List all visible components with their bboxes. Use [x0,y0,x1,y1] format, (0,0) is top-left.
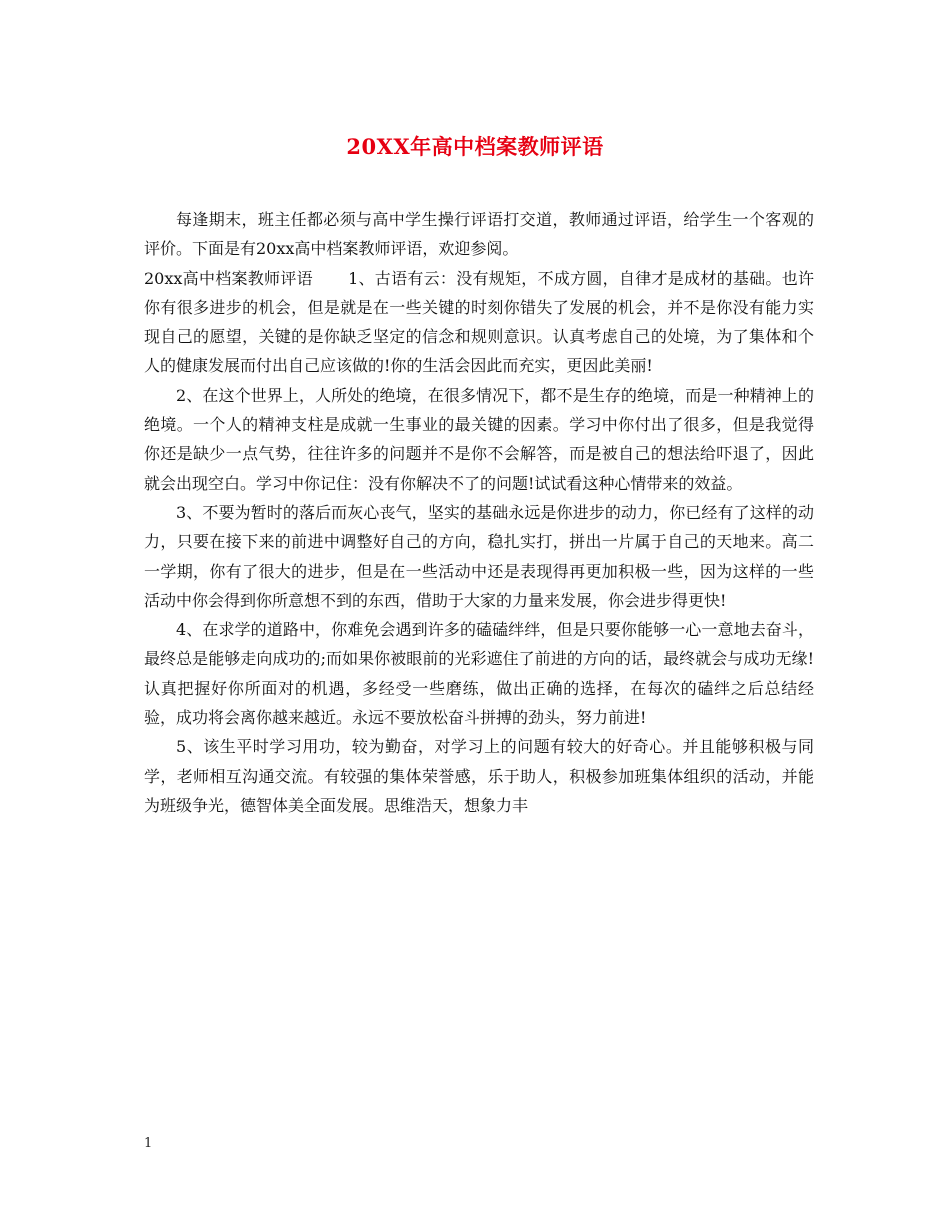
intro-paragraph: 每逢期末，班主任都必须与高中学生操行评语打交道，教师通过评语，给学生一个客观的评价。下面是有20xx高中档案教师评语，欢迎参阅。 [144,210,814,259]
first-item-paragraph [144,264,814,381]
body-paragraph: 4、在求学的道路中，你难免会遇到许多的磕磕绊绊，但是只要你能够一心一意地去奋斗，最终总是能够走向成功的;而如果你被眼前的光彩遮住了前进的方向的话，最终就会与成功无缘!认真把握好你所面对的机遇，多经受一些磨练，做出正确的选择，在每次的磕绊之后总结经验，成功将会离你越来越近。永远不要放松奋斗拼搏的劲头，努力前进! [144,620,814,728]
document-body [144,205,814,820]
body-paragraph: 3、不要为暂时的落后而灰心丧气，坚实的基础永远是你进步的动力，你已经有了这样的动力，只要在接下来的前进中调整好自己的方向，稳扎实打，拼出一片属于自己的天地来。高二一学期，你有了很大的进步，但是在一些活动中还是表现得再更加积极一些，因为这样的一些活动中你会得到你所意想不到的东西，借助于大家的力量来发展，你会进步得更快! [144,502,814,610]
page-number: 1 [144,1136,153,1151]
body-paragraph: 5、该生平时学习用功，较为勤奋，对学习上的问题有较大的好奇心。并且能够积极与同学，老师相互沟通交流。有较强的集体荣誉感，乐于助人，积极参加班集体组织的活动，并能为班级争光，德智体美全面发展。思维浩天，想象力丰 [144,737,814,815]
document-title: 20XX年高中档案教师评语 [346,134,604,159]
paragraph-text: 1、古语有云：没有规矩，不成方圆，自律才是成材的基础。也许你有很多进步的机会，但是就是在一些关键的时刻你错失了发展的机会，并不是你没有能力实现自己的愿望，关键的是你缺乏坚定的信念和规则意识。认真考虑自己的处境，为了集体和个人的健康发展而付出自己应该做的!你的生活会因此而充实，更因此美丽! [144,268,814,376]
section-heading: 20xx高中档案教师评语 [144,268,313,288]
body-paragraph: 2、在这个世界上，人所处的绝境，在很多情况下，都不是生存的绝境，而是一种精神上的绝境。一个人的精神支柱是成就一生事业的最关键的因素。学习中你付出了很多，但是我觉得你还是缺少一点气势，往往许多的问题并不是你不会解答，而是被自己的想法给吓退了，因此就会出现空白。学习中你记住：没有你解决不了的问题!试试看这种心情带来的效益。 [144,385,814,493]
